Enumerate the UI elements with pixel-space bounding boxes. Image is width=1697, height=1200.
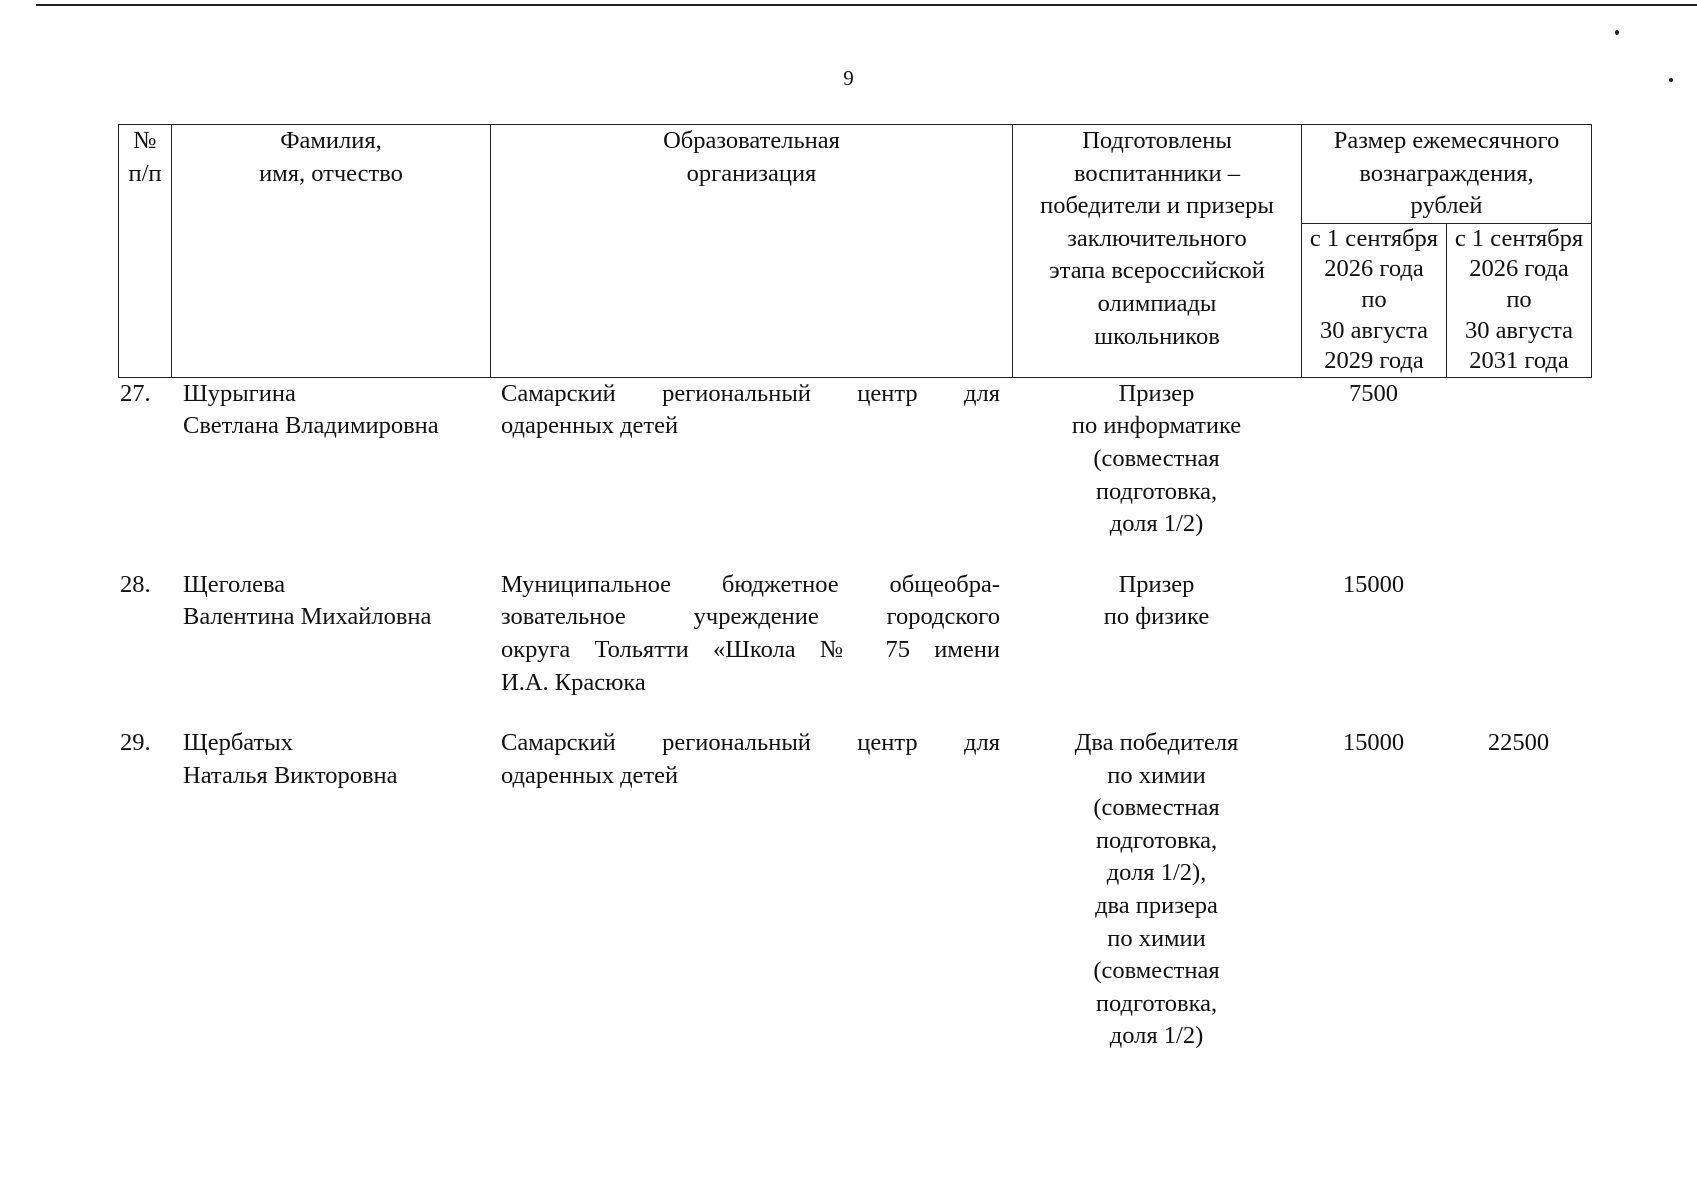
top-rule — [36, 4, 1697, 6]
scan-speck — [1615, 30, 1619, 35]
row-organization — [490, 378, 1012, 541]
row-ach-line: по физике — [1103, 603, 1210, 631]
row-amount-2031 — [1446, 378, 1591, 541]
row-amount-2031 — [1446, 569, 1591, 699]
row-name — [171, 569, 490, 699]
header-period-line: 30 августа — [1464, 316, 1574, 344]
row-org-line: одаренных детей — [501, 412, 679, 440]
header-name-line: имя, отчество — [259, 159, 403, 187]
row-ach-line: (совместная — [1093, 444, 1220, 472]
row-achievement — [1012, 378, 1301, 541]
row-number: 27. — [120, 379, 151, 407]
row-org-line: И.А. Красюка — [501, 668, 646, 696]
row-name — [171, 378, 490, 541]
row-org-line: Муниципальное бюджетное общеобра- — [501, 570, 1000, 598]
header-period-line: 2031 года — [1469, 347, 1569, 375]
page-number: 9 — [843, 66, 854, 90]
header-num — [119, 125, 172, 378]
header-period-2029 — [1302, 223, 1447, 377]
header-ach-line: победители и призеры — [1040, 192, 1274, 220]
table-body — [118, 378, 1591, 1053]
header-period-line: 2026 года — [1469, 255, 1569, 283]
row-ach-line: по информатике — [1071, 412, 1242, 440]
header-period-line: с 1 сентября — [1454, 224, 1584, 252]
row-ach-line: подготовка, — [1095, 826, 1218, 854]
row-amount-2029: 15000 — [1342, 570, 1405, 598]
header-org-line: Образовательная — [663, 127, 840, 154]
row-name-line: Наталья Викторовна — [183, 761, 398, 789]
header-period-line: 30 августа — [1319, 316, 1429, 344]
row-amount-2029: 15000 — [1342, 729, 1405, 757]
row-name-line: Валентина Михайловна — [183, 603, 432, 631]
row-org-line: Самарский региональный центр для — [501, 729, 1000, 757]
header-amount — [1302, 125, 1592, 224]
row-name-line: Щеголева — [183, 570, 286, 598]
header-period-2031 — [1447, 223, 1592, 377]
table-row — [118, 727, 1591, 1053]
header-ach-line: олимпиады — [1097, 289, 1217, 317]
row-ach-line: доля 1/2), — [1106, 859, 1207, 887]
header-period-line: по — [1506, 285, 1532, 313]
row-name-line: Шурыгина — [183, 379, 296, 407]
header-ach-line: Подготовлены — [1082, 127, 1232, 154]
row-ach-line: по химии — [1107, 924, 1206, 952]
row-ach-line: (совместная — [1093, 794, 1220, 822]
header-ach-line: школьников — [1094, 322, 1220, 350]
row-amount-2029: 7500 — [1349, 379, 1398, 407]
scan-speck — [1669, 78, 1673, 82]
row-ach-line: Призер — [1118, 570, 1195, 598]
header-period-line: с 1 сентября — [1309, 224, 1439, 252]
row-org-line: Самарский региональный центр для — [501, 379, 1000, 407]
row-ach-line: Два победителя — [1074, 729, 1239, 757]
table-row — [118, 378, 1591, 541]
row-ach-line: подготовка, — [1095, 989, 1218, 1017]
header-amount-line: рублей — [1410, 192, 1483, 220]
row-name — [171, 727, 490, 1053]
header-period-line: 2029 года — [1324, 347, 1424, 375]
row-ach-line: два призера — [1095, 892, 1218, 920]
header-org — [491, 125, 1013, 378]
header-period-line: 2026 года — [1324, 255, 1424, 283]
header-amount-line: Размер ежемесячного — [1333, 127, 1560, 154]
row-number: 28. — [120, 570, 151, 598]
row-ach-line: (совместная — [1093, 957, 1220, 985]
header-ach-line: заключительного — [1067, 224, 1247, 252]
row-ach-line: Призер — [1118, 379, 1195, 407]
row-name-line: Щербатых — [183, 729, 293, 757]
header-num-line: п/п — [128, 159, 162, 187]
row-organization — [490, 727, 1012, 1053]
header-name-line: Фамилия, — [280, 127, 382, 154]
row-number: 29. — [120, 729, 151, 757]
row-achievement — [1012, 727, 1301, 1053]
header-num-line: № — [133, 127, 157, 154]
row-organization — [490, 569, 1012, 699]
header-ach-line: этапа всероссийской — [1049, 257, 1265, 285]
table-row — [118, 569, 1591, 699]
row-ach-line: подготовка, — [1095, 477, 1218, 505]
award-table — [118, 124, 1591, 1053]
row-achievement — [1012, 569, 1301, 699]
row-org-line: зовательное учреждение городского — [501, 603, 1000, 631]
table-header — [118, 124, 1592, 378]
row-ach-line: доля 1/2) — [1109, 1022, 1204, 1050]
row-ach-line: по химии — [1107, 761, 1206, 789]
header-ach-line: воспитанники – — [1074, 159, 1240, 187]
row-org-line: округа Тольятти «Школа № 75 имени — [501, 635, 1000, 663]
header-name — [172, 125, 491, 378]
row-ach-line: доля 1/2) — [1109, 510, 1204, 538]
header-org-line: организация — [686, 159, 817, 187]
row-name-line: Светлана Владимировна — [183, 412, 439, 440]
header-period-line: по — [1361, 285, 1387, 313]
row-amount-2031: 22500 — [1487, 729, 1550, 757]
header-achievement — [1013, 125, 1302, 378]
header-amount-line: вознаграждения, — [1359, 159, 1534, 187]
row-org-line: одаренных детей — [501, 761, 679, 789]
